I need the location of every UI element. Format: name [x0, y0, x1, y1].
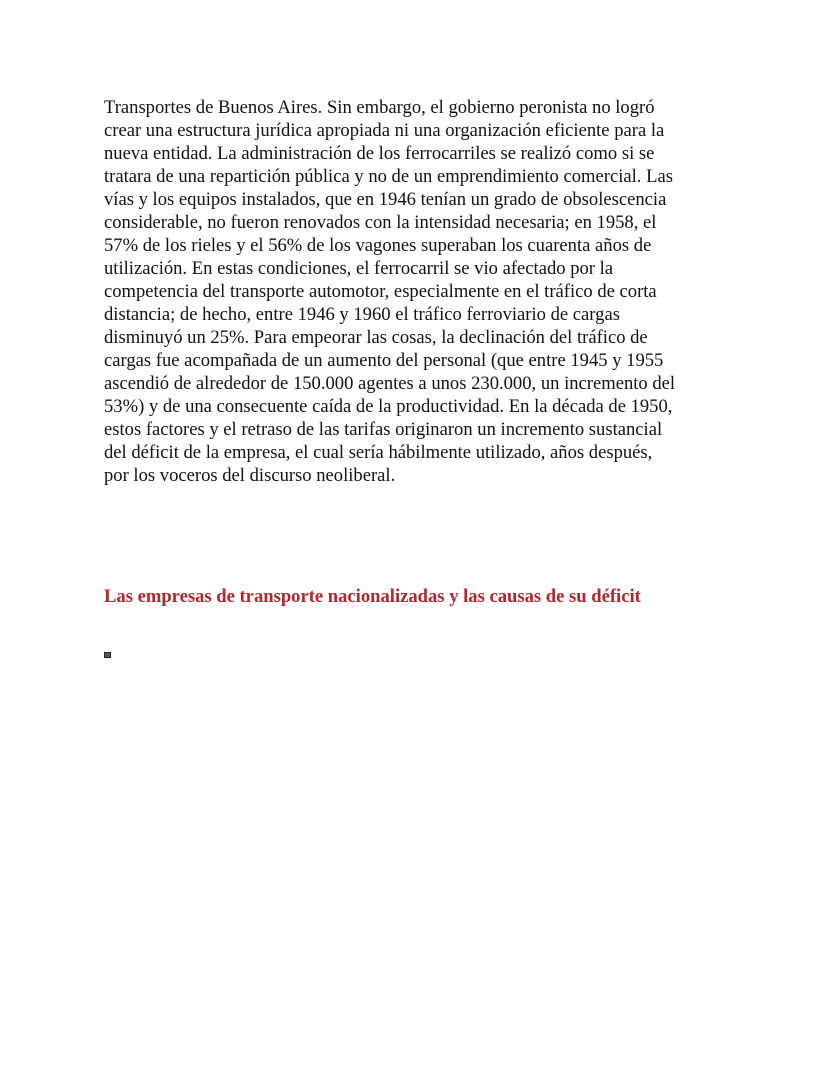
paragraph-line: tratara de una repartición pública y no de un emprendimiento comercial. Las — [104, 166, 673, 187]
paragraph-line: por los voceros del discurso neoliberal. — [104, 465, 396, 486]
paragraph-line: disminuyó un 25%. Para empeorar las cosas, la declinación del tráfico de — [104, 327, 648, 348]
paragraph-line: nueva entidad. La administración de los ferrocarriles se realizó como si se — [104, 143, 655, 164]
paragraph-line: distancia; de hecho, entre 1946 y 1960 el tráfico ferroviario de cargas — [104, 304, 620, 325]
paragraph-line: vías y los equipos instalados, que en 1946 tenían un grado de obsolescencia — [104, 189, 667, 210]
paragraph-line: ascendió de alrededor de 150.000 agentes a unos 230.000, un incremento del — [104, 373, 676, 394]
paragraph-line: 53%) y de una consecuente caída de la productividad. En la década de 1950, — [104, 396, 673, 417]
paragraph-line: crear una estructura jurídica apropiada ni una organización eficiente para la — [104, 120, 665, 141]
paragraph-line: Transportes de Buenos Aires. Sin embargo, el gobierno peronista no logró — [104, 97, 655, 118]
paragraph-line: del déficit de la empresa, el cual sería hábilmente utilizado, años después, — [104, 442, 653, 463]
bullet-marker-icon — [104, 652, 111, 658]
section-heading: Las empresas de transporte nacionalizadas y las causas de su déficit — [104, 586, 641, 607]
paragraph-line: competencia del transporte automotor, especialmente en el tráfico de corta — [104, 281, 657, 302]
paragraph-line: cargas fue acompañada de un aumento del personal (que entre 1945 y 1955 — [104, 350, 664, 371]
paragraph-line: utilización. En estas condiciones, el ferrocarril se vio afectado por la — [104, 258, 614, 279]
paragraph-line: considerable, no fueron renovados con la intensidad necesaria; en 1958, el — [104, 212, 657, 233]
body-paragraph — [104, 96, 726, 487]
paragraph-line: estos factores y el retraso de las tarifas originaron un incremento sustancial — [104, 419, 663, 440]
paragraph-line: 57% de los rieles y el 56% de los vagones superaban los cuarenta años de — [104, 235, 652, 256]
